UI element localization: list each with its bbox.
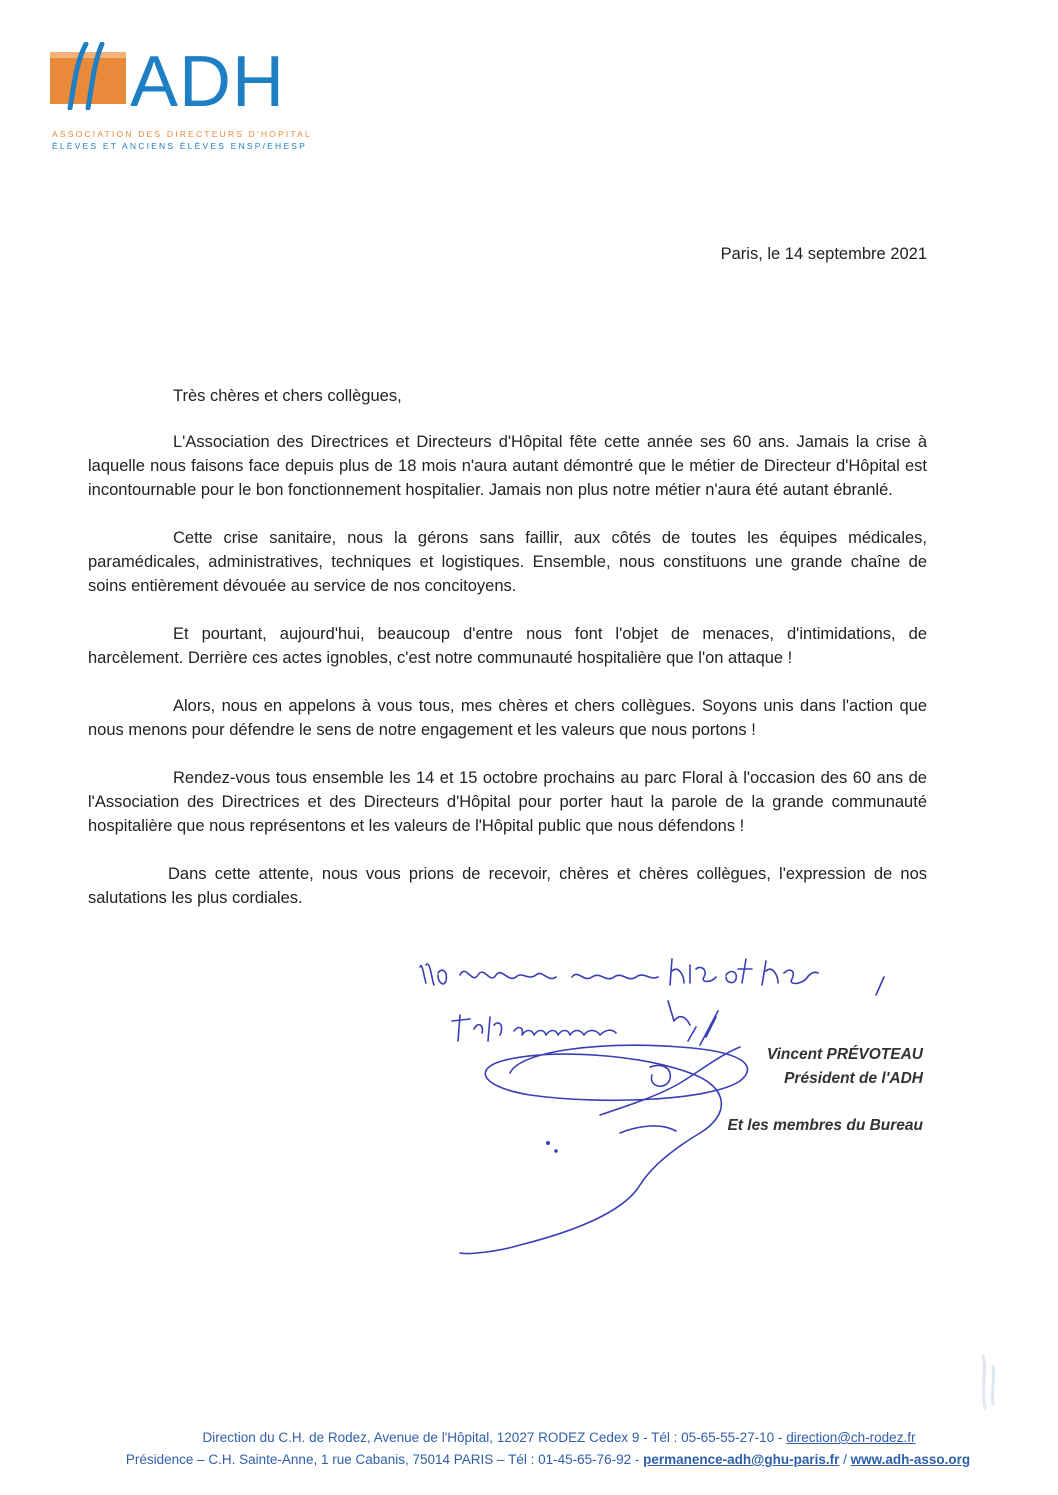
logo-wordmark: ADH	[130, 42, 286, 122]
footer-email-paris[interactable]: permanence-adh@ghu-paris.fr	[643, 1452, 840, 1467]
paragraph-5: Rendez-vous tous ensemble les 14 et 15 octobre prochains au parc Floral à l'occasion des 60 ans de l'Association des Directrices et des Directeurs d'Hôpital pour porter haut la parole de la grande communauté hospitalière que nous représentons et les valeurs de l'Hôpital public que nous défendons !	[88, 769, 927, 835]
footer-separator: /	[839, 1452, 851, 1467]
handwritten-signature	[400, 955, 920, 1255]
adh-logo	[48, 42, 318, 152]
scan-artifact-icon	[963, 1352, 1008, 1412]
footer-website-link[interactable]: www.adh-asso.org	[850, 1452, 971, 1467]
signatory-name: Vincent PRÉVOTEAU	[766, 1046, 923, 1063]
salutation: Très chères et chers collègues,	[173, 387, 402, 405]
footer-address-rodez: Direction du C.H. de Rodez, Avenue de l'Hôpital, 12027 RODEZ Cedex 9 - Tél : 05-65-55-27-10 -	[202, 1430, 787, 1445]
paragraph-1: L'Association des Directrices et Directeurs d'Hôpital fête cette année ses 60 ans. Jamais la crise à laquelle nous faisons face depuis plus de 18 mois n'aura autant démontré que le métier de Directeur d'Hôpital est incontournable pour le bon fonctionnement hospitalier. Jamais non plus notre métier n'aura été autant ébranlé.	[88, 433, 927, 499]
logo-tagline-line2: ÉLÈVES ET ANCIENS ÉLÈVES ENSP/EHESP	[52, 141, 307, 151]
paragraph-2: Cette crise sanitaire, nous la gérons sans faillir, aux côtés de toutes les équipes médicales, paramédicales, administratives, techniques et logistiques. Ensemble, nous constituons une grande chaîne de soins entièrement dévouée au service de nos concitoyens.	[88, 529, 927, 595]
adh-logo-mark-icon	[48, 42, 136, 110]
footer-address-paris: Présidence – C.H. Sainte-Anne, 1 rue Cabanis, 75014 PARIS – Tél : 01-45-65-76-92 -	[125, 1452, 644, 1467]
paragraph-closing: Dans cette attente, nous vous prions de recevoir, chères et chères collègues, l'expression de nos salutations les plus cordiales.	[88, 865, 927, 907]
letter-body	[88, 384, 927, 934]
footer-line-rodez	[0, 1427, 1058, 1449]
footer-email-rodez[interactable]: direction@ch-rodez.fr	[786, 1430, 916, 1445]
signatory-members: Et les membres du Bureau	[727, 1117, 923, 1134]
logo-tagline-line1: ASSOCIATION DES DIRECTEURS D'HOPITAL	[52, 129, 312, 139]
footer-line-paris	[0, 1449, 1058, 1471]
paragraph-3: Et pourtant, aujourd'hui, beaucoup d'entre nous font l'objet de menaces, d'intimidations, de harcèlement. Derrière ces actes ignobles, c'est notre communauté hospitalière que l'on attaque !	[88, 625, 927, 667]
letter-date: Paris, le 14 septembre 2021	[720, 245, 927, 263]
signatory-title: Président de l'ADH	[784, 1070, 923, 1087]
letter-footer	[0, 1427, 1058, 1471]
paragraph-4: Alors, nous en appelons à vous tous, mes chères et chers collègues. Soyons unis dans l'action que nous menons pour défendre le sens de notre engagement et les valeurs que nous portons !	[88, 697, 927, 739]
